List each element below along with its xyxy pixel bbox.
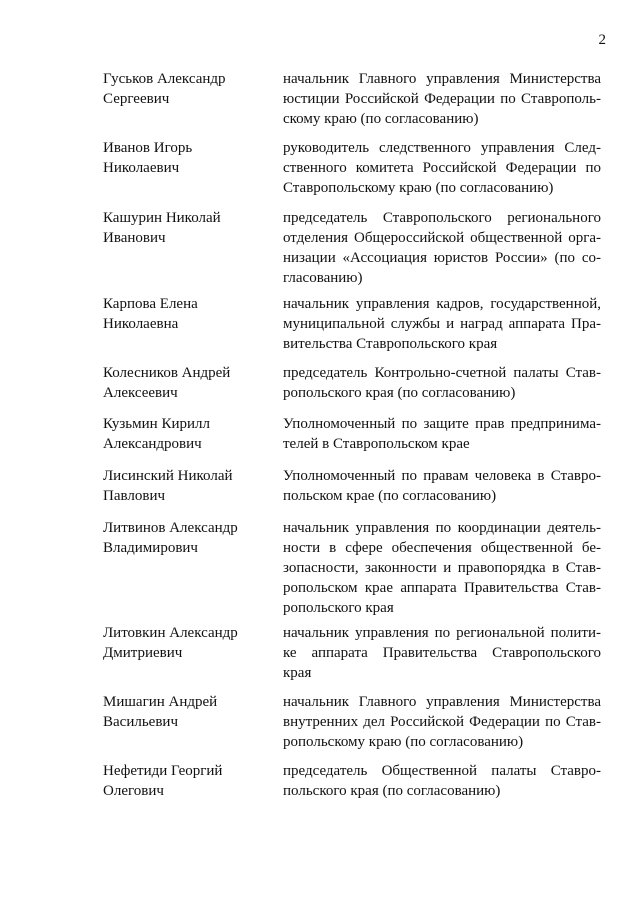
member-name <box>103 138 278 178</box>
member-name-line: Гуськов Александр <box>103 71 226 87</box>
member-name-line: Дмитриевич <box>103 645 183 661</box>
member-position-line: низации «Ассоциация юристов России» (по со- <box>283 250 601 266</box>
member-position-line: Уполномоченный по правам человека в Ставро- <box>283 468 601 484</box>
member-position-line: председатель Ставропольского регионального <box>283 210 601 226</box>
member-position-line: гласованию) <box>283 270 363 286</box>
member-position-line: начальник управления по региональной полити- <box>283 625 601 641</box>
member-name <box>103 414 278 454</box>
member-position-line: ке аппарата Правительства Ставропольского <box>283 645 601 661</box>
member-position-line: польском крае (по согласованию) <box>283 488 497 504</box>
member-position <box>283 69 601 129</box>
member-position-line: ственного комитета Российской Федерации по <box>283 160 601 176</box>
member-position-line: ропольскому краю (по согласованию) <box>283 734 524 750</box>
member-position <box>283 208 601 288</box>
member-position-line: начальник Главного управления Министерства <box>283 71 601 87</box>
member-name-line: Васильевич <box>103 714 178 730</box>
member-name <box>103 518 278 558</box>
member-position-line: руководитель следственного управления След- <box>283 140 601 156</box>
member-position-line: края <box>283 665 312 681</box>
member-name-line: Павлович <box>103 488 166 504</box>
member-name-line: Литовкин Александр <box>103 625 238 641</box>
member-name-line: Николаевич <box>103 160 180 176</box>
member-name-line: Николаевна <box>103 316 179 332</box>
member-position <box>283 518 601 618</box>
member-position-line: вительства Ставропольского края <box>283 336 498 352</box>
member-position <box>283 466 601 506</box>
member-position-line: отделения Общероссийской общественной орга- <box>283 230 601 246</box>
member-name-line: Александрович <box>103 436 202 452</box>
member-name-line: Мишагин Андрей <box>103 694 218 710</box>
member-position <box>283 761 601 801</box>
member-name <box>103 294 278 334</box>
member-position-line: муниципальной службы и наград аппарата Пра- <box>283 316 601 332</box>
member-name-line: Иванович <box>103 230 166 246</box>
member-position <box>283 692 601 752</box>
member-name <box>103 69 278 109</box>
member-position-line: председатель Контрольно-счетной палаты Став- <box>283 365 601 381</box>
member-name-line: Сергеевич <box>103 91 170 107</box>
member-position-line: начальник управления по координации деятель- <box>283 520 601 536</box>
member-position-line: ропольского края <box>283 600 394 616</box>
member-name-line: Владимирович <box>103 540 198 556</box>
member-position-line: начальник Главного управления Министерства <box>283 694 601 710</box>
member-position-line: внутренних дел Российской Федерации по Став- <box>283 714 601 730</box>
page-number: 2 <box>598 32 606 48</box>
member-name <box>103 363 278 403</box>
member-position-line: скому краю (по согласованию) <box>283 111 479 127</box>
member-position-line: польского края (по согласованию) <box>283 783 501 799</box>
member-position-line: начальник управления кадров, государственной, <box>283 296 601 312</box>
member-position <box>283 623 601 683</box>
member-position <box>283 363 601 403</box>
member-position-line: ропольского края (по согласованию) <box>283 385 516 401</box>
member-name <box>103 208 278 248</box>
member-position <box>283 414 601 454</box>
member-name-line: Литвинов Александр <box>103 520 238 536</box>
member-name <box>103 623 278 663</box>
member-name-line: Олегович <box>103 783 164 799</box>
member-position <box>283 138 601 198</box>
member-position-line: ропольском крае аппарата Правительства Став- <box>283 580 601 596</box>
member-position-line: председатель Общественной палаты Ставро- <box>283 763 601 779</box>
member-position-line: Ставропольскому краю (по согласованию) <box>283 180 554 196</box>
member-name <box>103 761 278 801</box>
member-position-line: телей в Ставропольском крае <box>283 436 470 452</box>
member-name-line: Алексеевич <box>103 385 178 401</box>
member-name-line: Кузьмин Кирилл <box>103 416 210 432</box>
member-name <box>103 692 278 732</box>
member-position <box>283 294 601 354</box>
member-name-line: Иванов Игорь <box>103 140 193 156</box>
member-name <box>103 466 278 506</box>
member-name-line: Нефетиди Георгий <box>103 763 223 779</box>
member-name-line: Колесников Андрей <box>103 365 231 381</box>
member-name-line: Кашурин Николай <box>103 210 221 226</box>
member-position-line: Уполномоченный по защите прав предпринима- <box>283 416 601 432</box>
member-name-line: Карпова Елена <box>103 296 198 312</box>
member-position-line: ности в сфере обеспечения общественной бе- <box>283 540 601 556</box>
member-position-line: юстиции Российской Федерации по Ставрополь- <box>283 91 601 107</box>
member-name-line: Лисинский Николай <box>103 468 233 484</box>
member-position-line: зопасности, законности и правопорядка в Став- <box>283 560 601 576</box>
